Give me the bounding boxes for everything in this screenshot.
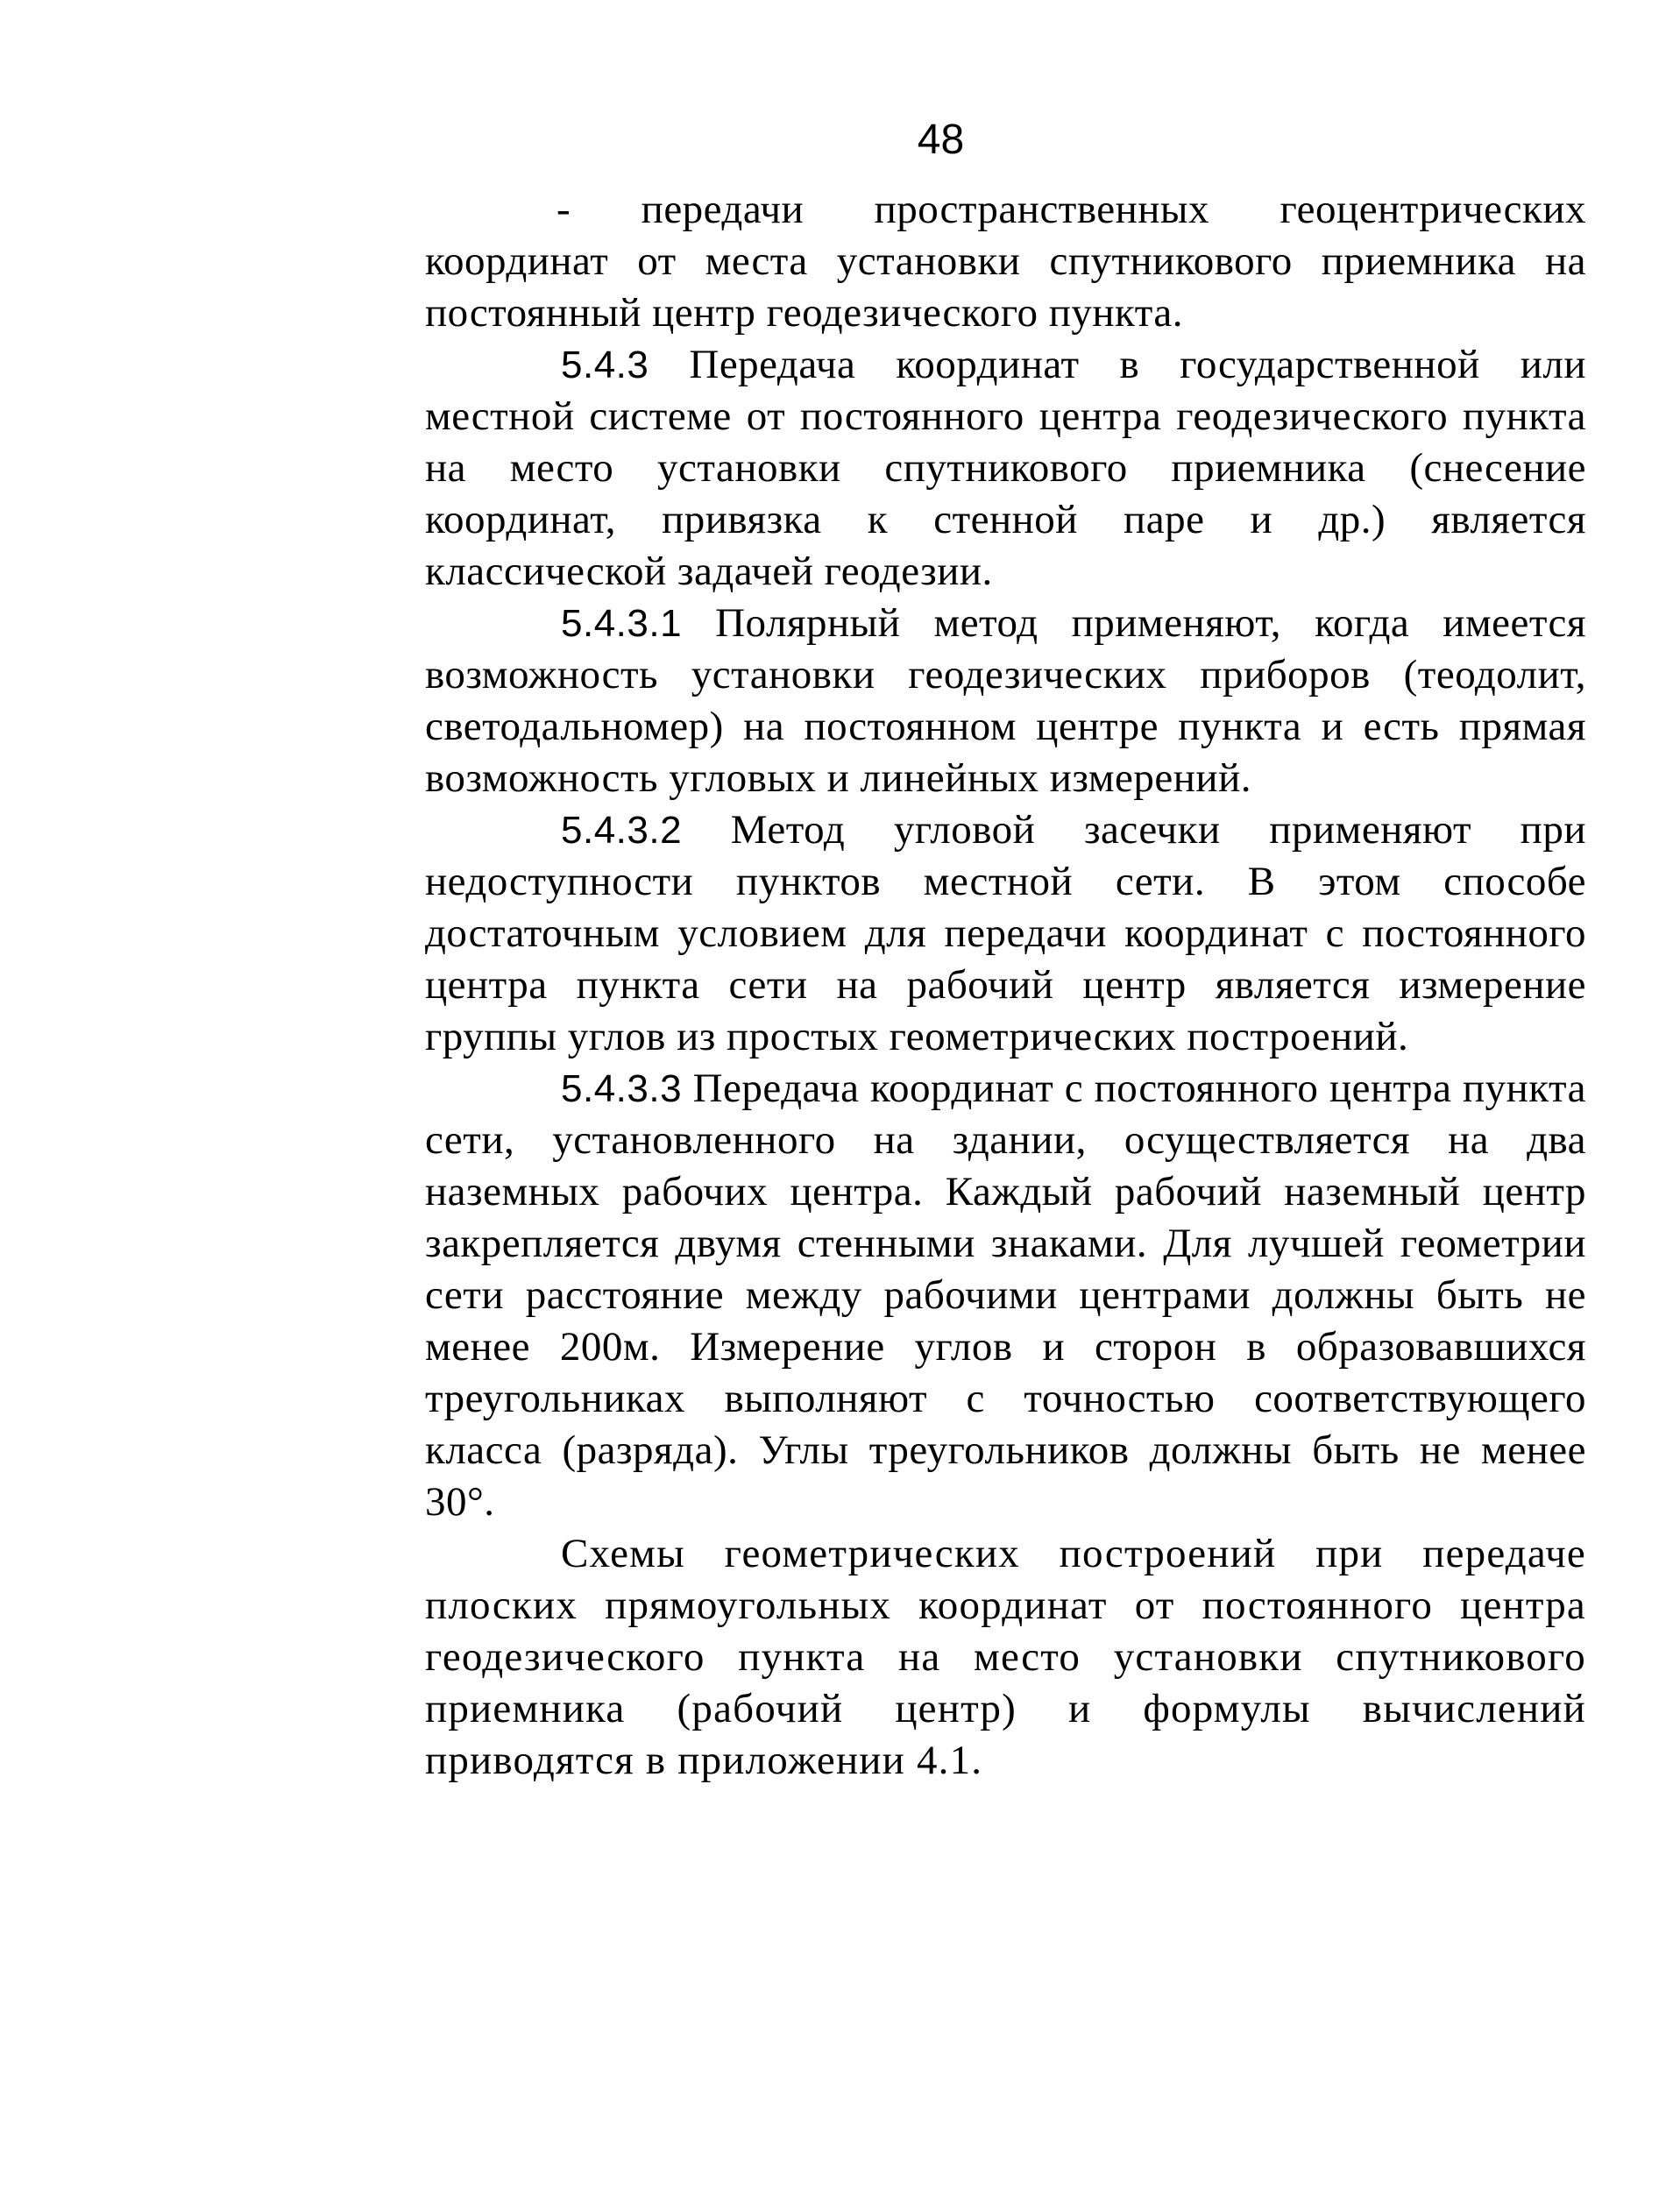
body-text <box>425 184 1586 1787</box>
page-number: 48 <box>917 117 965 163</box>
paragraph-text: Передача координат с постоянного центра пункта сети, установленного на здании, осуществляется на два наземных рабочих центра. Каждый рабочий наземный центр закрепляется двумя стенными знаками. Для лучшей геометрии сети расстояние между рабочими центрами должны быть не менее 200м. Измерение углов и сторон в образовавшихся треугольниках выполняют с точностью соответствующего класса (разряда). Углы треугольников должны быть не менее 30°. <box>425 1066 1586 1525</box>
paragraph-text: Схемы геометрических построений при передаче плоских прямоугольных координат от постоянного центра геодезического пункта на место установки спутникового приемника (рабочий центр) и формулы вычислений приводятся в приложении 4.1. <box>425 1531 1586 1783</box>
paragraph-5-4-3-3 <box>425 1063 1586 1528</box>
paragraph-text: - передачи пространственных геоцентрических координат от места установки спутникового приемника на постоянный центр геодезического пункта. <box>425 187 1586 336</box>
paragraph-5-4-3 <box>425 339 1586 598</box>
paragraph-number: 5.4.3.2 <box>561 809 683 852</box>
paragraph-text: Полярный метод применяют, когда имеется возможность установки геодезических приборов (теодолит, светодальномер) на постоянном центре пункта и есть прямая возможность угловых и линейных измерений. <box>425 600 1586 801</box>
paragraph-gnss-transfer <box>425 184 1586 339</box>
paragraph-5-4-3-1 <box>425 598 1586 804</box>
paragraph-5-4-3-2 <box>425 804 1586 1063</box>
paragraph-text: Передача координат в государственной или местной системе от постоянного центра геодезического пункта на место установки спутникового приемника (снесение координат, привязка к стенной паре и др.) является классической задачей геодезии. <box>425 342 1586 594</box>
paragraph-number: 5.4.3.3 <box>561 1067 683 1110</box>
paragraph-schemes <box>425 1528 1586 1787</box>
paragraph-number: 5.4.3.1 <box>561 602 683 645</box>
paragraph-number: 5.4.3 <box>561 343 649 386</box>
paragraph-text: Метод угловой засечки применяют при недоступности пунктов местной сети. В этом способе достаточным условием для передачи координат с постоянного центра пункта сети на рабочий центр является измерение группы углов из простых геометрических построений. <box>425 807 1586 1059</box>
